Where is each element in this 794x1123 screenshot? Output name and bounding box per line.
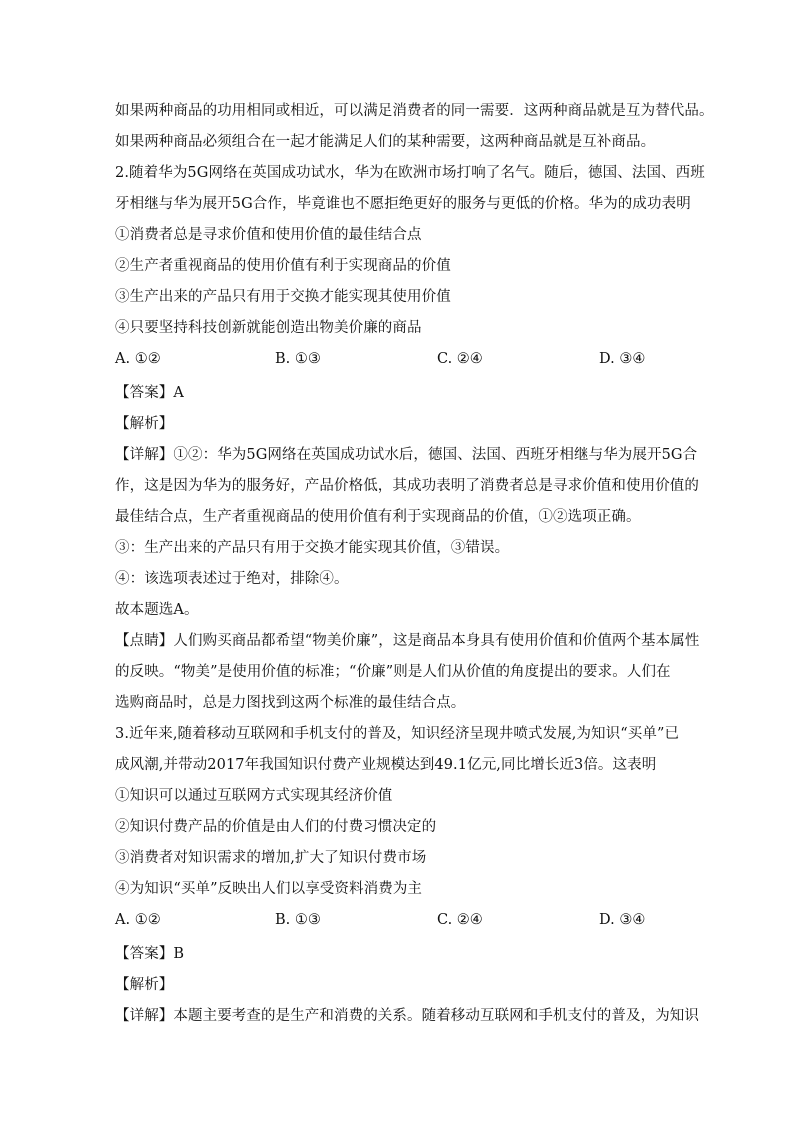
option-b: B. ①③ (275, 351, 321, 367)
answer-label: 【答案】B (115, 946, 185, 962)
statement-4: ④为知识“买单”反映出人们以享受资料消费为主 (115, 881, 423, 897)
option-c: C. ②④ (437, 912, 483, 928)
text-line: 如果两种商品的功用相同或相近，可以满足消费者的同一需要．这两种商品就是互为替代品。 (115, 103, 714, 119)
option-b: B. ①③ (275, 912, 321, 928)
statement-2: ②生产者重视商品的使用价值有利于实现商品的价值 (115, 258, 451, 274)
option-d: D. ③④ (599, 351, 646, 367)
statement-4: ④只要坚持科技创新就能创造出物美价廉的商品 (115, 320, 422, 336)
option-a: A. ①② (115, 912, 161, 928)
text-line: 如果两种商品必须组合在一起才能满足人们的某种需要，这两种商品就是互补商品。 (115, 134, 656, 150)
tip-text: 【点睛】人们购买商品都希望“物美价廉”，这是商品本身具有使用价值和价值两个基本属性 (115, 633, 700, 649)
question-2-stem: 牙相继与华为展开5G合作，毕竟谁也不愿拒绝更好的服务与更低的价格。华为的成功表明 (115, 196, 691, 212)
statement-3: ③生产出来的产品只有用于交换才能实现其使用价值 (115, 289, 451, 305)
statement-1: ①知识可以通过互联网方式实现其经济价值 (115, 788, 393, 804)
question-2-options (115, 351, 695, 371)
tip-text: 的反映。“物美”是使用价值的标准；“价廉”则是人们从价值的角度提出的要求。人们在 (115, 664, 671, 680)
explanation-text: ③：生产出来的产品只有用于交换才能实现其价值，③错误。 (115, 540, 510, 556)
statement-3: ③消费者对知识需求的增加,扩大了知识付费市场 (115, 850, 427, 866)
analysis-label: 【解析】 (115, 977, 174, 993)
analysis-label: 【解析】 (115, 416, 174, 432)
question-2-stem: 2.随着华为5G网络在英国成功试水，华为在欧洲市场打响了名气。随后，德国、法国、西班 (115, 165, 705, 181)
explanation-text: ④：该选项表述过于绝对，排除④。 (115, 571, 349, 587)
statement-1: ①消费者总是寻求价值和使用价值的最佳结合点 (115, 227, 422, 243)
answer-label: 【答案】A (115, 385, 184, 401)
tip-text: 选购商品时，总是力图找到这两个标准的最佳结合点。 (115, 695, 466, 711)
explanation-text: 最佳结合点，生产者重视商品的使用价值有利于实现商品的价值，①②选项正确。 (115, 509, 641, 525)
question-3-options (115, 912, 695, 932)
option-d: D. ③④ (599, 912, 646, 928)
statement-2: ②知识付费产品的价值是由人们的付费习惯决定的 (115, 819, 437, 835)
explanation-text: 【详解】本题主要考查的是生产和消费的关系。随着移动互联网和手机支付的普及，为知识 (115, 1008, 699, 1024)
explanation-text: 【详解】①②：华为5G网络在英国成功试水后，德国、法国、西班牙相继与华为展开5G合 (115, 447, 698, 463)
question-3-stem: 3.近年来,随着移动互联网和手机支付的普及，知识经济呈现井喷式发展,为知识“买单”已 (115, 726, 680, 742)
explanation-text: 故本题选A。 (115, 602, 199, 618)
option-c: C. ②④ (437, 351, 483, 367)
question-3-stem: 成风潮,并带动2017年我国知识付费产业规模达到49.1亿元,同比增长近3倍。这表明 (115, 757, 657, 773)
explanation-text: 作，这是因为华为的服务好，产品价格低，其成功表明了消费者总是寻求价值和使用价值的 (115, 478, 699, 494)
option-a: A. ①② (115, 351, 161, 367)
